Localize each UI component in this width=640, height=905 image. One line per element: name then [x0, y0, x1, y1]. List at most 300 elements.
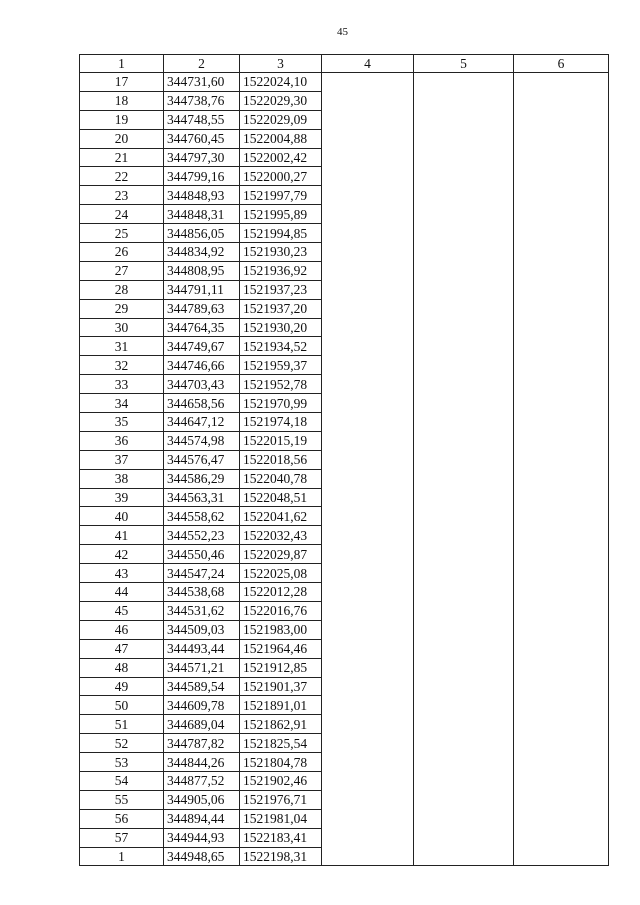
x-coordinate-cell: 344647,12: [164, 413, 240, 432]
table-row: [80, 224, 609, 243]
empty-cell: [514, 73, 609, 92]
point-number-cell: 20: [80, 129, 164, 148]
point-number-cell: 23: [80, 186, 164, 205]
empty-cell: [414, 431, 514, 450]
empty-cell: [322, 753, 414, 772]
table-row: [80, 696, 609, 715]
point-number-cell: 39: [80, 488, 164, 507]
table-row: [80, 186, 609, 205]
table-row: [80, 639, 609, 658]
point-number-cell: 40: [80, 507, 164, 526]
x-coordinate-cell: 344558,62: [164, 507, 240, 526]
point-number-cell: 28: [80, 280, 164, 299]
empty-cell: [322, 526, 414, 545]
empty-cell: [322, 564, 414, 583]
empty-cell: [414, 148, 514, 167]
y-coordinate-cell: 1521997,79: [240, 186, 322, 205]
empty-cell: [514, 583, 609, 602]
y-coordinate-cell: 1522018,56: [240, 450, 322, 469]
point-number-cell: 25: [80, 224, 164, 243]
empty-cell: [414, 394, 514, 413]
point-number-cell: 53: [80, 753, 164, 772]
empty-cell: [322, 148, 414, 167]
table-row: [80, 148, 609, 167]
point-number-cell: 32: [80, 356, 164, 375]
empty-cell: [414, 696, 514, 715]
table-row: [80, 431, 609, 450]
empty-cell: [322, 469, 414, 488]
table-row: [80, 734, 609, 753]
table-row: [80, 658, 609, 677]
empty-cell: [414, 243, 514, 262]
empty-cell: [322, 243, 414, 262]
y-coordinate-cell: 1521936,92: [240, 261, 322, 280]
x-coordinate-cell: 344574,98: [164, 431, 240, 450]
empty-cell: [322, 375, 414, 394]
x-coordinate-cell: 344844,26: [164, 753, 240, 772]
empty-cell: [514, 601, 609, 620]
y-coordinate-cell: 1521959,37: [240, 356, 322, 375]
empty-cell: [322, 129, 414, 148]
empty-cell: [414, 545, 514, 564]
table-row: [80, 280, 609, 299]
table-row: [80, 243, 609, 262]
table-row: [80, 469, 609, 488]
x-coordinate-cell: 344760,45: [164, 129, 240, 148]
table-row: [80, 488, 609, 507]
x-coordinate-cell: 344731,60: [164, 73, 240, 92]
empty-cell: [514, 356, 609, 375]
x-coordinate-cell: 344547,24: [164, 564, 240, 583]
y-coordinate-cell: 1522048,51: [240, 488, 322, 507]
empty-cell: [322, 847, 414, 866]
empty-cell: [414, 224, 514, 243]
y-coordinate-cell: 1521930,23: [240, 243, 322, 262]
empty-cell: [514, 469, 609, 488]
table-row: [80, 450, 609, 469]
y-coordinate-cell: 1521970,99: [240, 394, 322, 413]
table-row: [80, 73, 609, 92]
point-number-cell: 22: [80, 167, 164, 186]
y-coordinate-cell: 1521995,89: [240, 205, 322, 224]
empty-cell: [322, 583, 414, 602]
point-number-cell: 38: [80, 469, 164, 488]
x-coordinate-cell: 344703,43: [164, 375, 240, 394]
empty-cell: [414, 809, 514, 828]
empty-cell: [514, 413, 609, 432]
y-coordinate-cell: 1521891,01: [240, 696, 322, 715]
empty-cell: [414, 790, 514, 809]
table-row: [80, 526, 609, 545]
point-number-cell: 18: [80, 91, 164, 110]
y-coordinate-cell: 1521994,85: [240, 224, 322, 243]
column-header: 5: [414, 55, 514, 73]
column-header: 2: [164, 55, 240, 73]
y-coordinate-cell: 1522002,42: [240, 148, 322, 167]
point-number-cell: 45: [80, 601, 164, 620]
empty-cell: [322, 715, 414, 734]
table-row: [80, 677, 609, 696]
x-coordinate-cell: 344586,29: [164, 469, 240, 488]
x-coordinate-cell: 344493,44: [164, 639, 240, 658]
x-coordinate-cell: 344764,35: [164, 318, 240, 337]
point-number-cell: 31: [80, 337, 164, 356]
empty-cell: [514, 828, 609, 847]
table-row: [80, 753, 609, 772]
empty-cell: [414, 261, 514, 280]
empty-cell: [322, 224, 414, 243]
empty-cell: [414, 129, 514, 148]
empty-cell: [514, 243, 609, 262]
empty-cell: [322, 337, 414, 356]
y-coordinate-cell: 1521804,78: [240, 753, 322, 772]
x-coordinate-cell: 344877,52: [164, 771, 240, 790]
y-coordinate-cell: 1521934,52: [240, 337, 322, 356]
table-row: [80, 129, 609, 148]
table-row: [80, 828, 609, 847]
point-number-cell: 29: [80, 299, 164, 318]
empty-cell: [414, 753, 514, 772]
point-number-cell: 35: [80, 413, 164, 432]
empty-cell: [414, 73, 514, 92]
empty-cell: [514, 299, 609, 318]
empty-cell: [322, 677, 414, 696]
y-coordinate-cell: 1522032,43: [240, 526, 322, 545]
point-number-cell: 41: [80, 526, 164, 545]
empty-cell: [322, 696, 414, 715]
empty-cell: [514, 186, 609, 205]
empty-cell: [322, 431, 414, 450]
x-coordinate-cell: 344746,66: [164, 356, 240, 375]
empty-cell: [414, 639, 514, 658]
x-coordinate-cell: 344658,56: [164, 394, 240, 413]
empty-cell: [514, 148, 609, 167]
point-number-cell: 43: [80, 564, 164, 583]
y-coordinate-cell: 1522029,30: [240, 91, 322, 110]
x-coordinate-cell: 344808,95: [164, 261, 240, 280]
y-coordinate-cell: 1522015,19: [240, 431, 322, 450]
y-coordinate-cell: 1521983,00: [240, 620, 322, 639]
x-coordinate-cell: 344834,92: [164, 243, 240, 262]
point-number-cell: 49: [80, 677, 164, 696]
empty-cell: [414, 677, 514, 696]
point-number-cell: 27: [80, 261, 164, 280]
table-row: [80, 809, 609, 828]
table-row: [80, 110, 609, 129]
empty-cell: [414, 620, 514, 639]
x-coordinate-cell: 344848,31: [164, 205, 240, 224]
point-number-cell: 51: [80, 715, 164, 734]
empty-cell: [322, 394, 414, 413]
table-row: [80, 337, 609, 356]
column-header: 6: [514, 55, 609, 73]
table-row: [80, 847, 609, 866]
empty-cell: [322, 110, 414, 129]
empty-cell: [414, 847, 514, 866]
empty-cell: [414, 205, 514, 224]
empty-cell: [414, 337, 514, 356]
header-row: [80, 55, 609, 73]
empty-cell: [322, 299, 414, 318]
table-row: [80, 790, 609, 809]
empty-cell: [322, 450, 414, 469]
empty-cell: [514, 129, 609, 148]
table-row: [80, 507, 609, 526]
point-number-cell: 52: [80, 734, 164, 753]
table-row: [80, 261, 609, 280]
empty-cell: [322, 620, 414, 639]
empty-cell: [414, 167, 514, 186]
empty-cell: [514, 394, 609, 413]
table-row: [80, 394, 609, 413]
table-row: [80, 299, 609, 318]
empty-cell: [414, 318, 514, 337]
empty-cell: [322, 639, 414, 658]
empty-cell: [414, 658, 514, 677]
empty-cell: [414, 564, 514, 583]
table-row: [80, 620, 609, 639]
column-header: 3: [240, 55, 322, 73]
empty-cell: [514, 715, 609, 734]
empty-cell: [514, 224, 609, 243]
y-coordinate-cell: 1521964,46: [240, 639, 322, 658]
x-coordinate-cell: 344789,63: [164, 299, 240, 318]
empty-cell: [414, 280, 514, 299]
point-number-cell: 47: [80, 639, 164, 658]
x-coordinate-cell: 344948,65: [164, 847, 240, 866]
empty-cell: [414, 583, 514, 602]
point-number-cell: 42: [80, 545, 164, 564]
empty-cell: [414, 110, 514, 129]
y-coordinate-cell: 1521937,20: [240, 299, 322, 318]
empty-cell: [514, 545, 609, 564]
empty-cell: [414, 186, 514, 205]
empty-cell: [414, 469, 514, 488]
y-coordinate-cell: 1522040,78: [240, 469, 322, 488]
empty-cell: [414, 91, 514, 110]
empty-cell: [514, 753, 609, 772]
empty-cell: [322, 828, 414, 847]
table-row: [80, 167, 609, 186]
x-coordinate-cell: 344552,23: [164, 526, 240, 545]
point-number-cell: 55: [80, 790, 164, 809]
empty-cell: [514, 110, 609, 129]
table-row: [80, 771, 609, 790]
column-header: 1: [80, 55, 164, 73]
empty-cell: [414, 299, 514, 318]
x-coordinate-cell: 344550,46: [164, 545, 240, 564]
empty-cell: [414, 828, 514, 847]
y-coordinate-cell: 1522012,28: [240, 583, 322, 602]
empty-cell: [514, 620, 609, 639]
table-row: [80, 601, 609, 620]
empty-cell: [414, 715, 514, 734]
y-coordinate-cell: 1521902,46: [240, 771, 322, 790]
empty-cell: [322, 809, 414, 828]
y-coordinate-cell: 1521976,71: [240, 790, 322, 809]
x-coordinate-cell: 344791,11: [164, 280, 240, 299]
empty-cell: [322, 488, 414, 507]
point-number-cell: 56: [80, 809, 164, 828]
y-coordinate-cell: 1522004,88: [240, 129, 322, 148]
table-row: [80, 413, 609, 432]
empty-cell: [414, 356, 514, 375]
empty-cell: [514, 167, 609, 186]
empty-cell: [514, 450, 609, 469]
table-row: [80, 318, 609, 337]
empty-cell: [414, 413, 514, 432]
x-coordinate-cell: 344748,55: [164, 110, 240, 129]
empty-cell: [514, 431, 609, 450]
x-coordinate-cell: 344944,93: [164, 828, 240, 847]
coordinates-table: [79, 54, 609, 866]
empty-cell: [514, 526, 609, 545]
x-coordinate-cell: 344856,05: [164, 224, 240, 243]
y-coordinate-cell: 1521912,85: [240, 658, 322, 677]
x-coordinate-cell: 344689,04: [164, 715, 240, 734]
empty-cell: [322, 601, 414, 620]
x-coordinate-cell: 344749,67: [164, 337, 240, 356]
point-number-cell: 26: [80, 243, 164, 262]
empty-cell: [322, 413, 414, 432]
page-number: 45: [337, 26, 348, 38]
x-coordinate-cell: 344531,62: [164, 601, 240, 620]
x-coordinate-cell: 344848,93: [164, 186, 240, 205]
point-number-cell: 24: [80, 205, 164, 224]
x-coordinate-cell: 344787,82: [164, 734, 240, 753]
table-row: [80, 91, 609, 110]
empty-cell: [414, 488, 514, 507]
x-coordinate-cell: 344589,54: [164, 677, 240, 696]
empty-cell: [322, 658, 414, 677]
table-row: [80, 564, 609, 583]
empty-cell: [322, 280, 414, 299]
table-row: [80, 715, 609, 734]
point-number-cell: 48: [80, 658, 164, 677]
y-coordinate-cell: 1522024,10: [240, 73, 322, 92]
empty-cell: [322, 790, 414, 809]
y-coordinate-cell: 1521937,23: [240, 280, 322, 299]
point-number-cell: 46: [80, 620, 164, 639]
empty-cell: [414, 734, 514, 753]
empty-cell: [514, 318, 609, 337]
y-coordinate-cell: 1521974,18: [240, 413, 322, 432]
empty-cell: [322, 261, 414, 280]
empty-cell: [414, 375, 514, 394]
empty-cell: [514, 507, 609, 526]
x-coordinate-cell: 344797,30: [164, 148, 240, 167]
y-coordinate-cell: 1521952,78: [240, 375, 322, 394]
empty-cell: [514, 790, 609, 809]
x-coordinate-cell: 344571,21: [164, 658, 240, 677]
point-number-cell: 54: [80, 771, 164, 790]
y-coordinate-cell: 1522029,87: [240, 545, 322, 564]
x-coordinate-cell: 344576,47: [164, 450, 240, 469]
y-coordinate-cell: 1522025,08: [240, 564, 322, 583]
empty-cell: [514, 639, 609, 658]
table-row: [80, 205, 609, 224]
x-coordinate-cell: 344905,06: [164, 790, 240, 809]
point-number-cell: 21: [80, 148, 164, 167]
y-coordinate-cell: 1521862,91: [240, 715, 322, 734]
empty-cell: [514, 280, 609, 299]
empty-cell: [414, 771, 514, 790]
empty-cell: [514, 734, 609, 753]
x-coordinate-cell: 344609,78: [164, 696, 240, 715]
table-row: [80, 375, 609, 394]
point-number-cell: 19: [80, 110, 164, 129]
table-row: [80, 356, 609, 375]
point-number-cell: 50: [80, 696, 164, 715]
y-coordinate-cell: 1522041,62: [240, 507, 322, 526]
x-coordinate-cell: 344538,68: [164, 583, 240, 602]
empty-cell: [514, 337, 609, 356]
empty-cell: [514, 677, 609, 696]
point-number-cell: 17: [80, 73, 164, 92]
empty-cell: [514, 771, 609, 790]
empty-cell: [322, 73, 414, 92]
y-coordinate-cell: 1521901,37: [240, 677, 322, 696]
y-coordinate-cell: 1522029,09: [240, 110, 322, 129]
empty-cell: [322, 507, 414, 526]
empty-cell: [514, 847, 609, 866]
table-row: [80, 545, 609, 564]
empty-cell: [322, 205, 414, 224]
empty-cell: [414, 526, 514, 545]
y-coordinate-cell: 1522183,41: [240, 828, 322, 847]
point-number-cell: 33: [80, 375, 164, 394]
empty-cell: [514, 809, 609, 828]
point-number-cell: 36: [80, 431, 164, 450]
y-coordinate-cell: 1522198,31: [240, 847, 322, 866]
empty-cell: [414, 507, 514, 526]
empty-cell: [514, 488, 609, 507]
x-coordinate-cell: 344509,03: [164, 620, 240, 639]
y-coordinate-cell: 1521825,54: [240, 734, 322, 753]
point-number-cell: 30: [80, 318, 164, 337]
empty-cell: [322, 356, 414, 375]
point-number-cell: 37: [80, 450, 164, 469]
y-coordinate-cell: 1522016,76: [240, 601, 322, 620]
empty-cell: [322, 734, 414, 753]
empty-cell: [514, 375, 609, 394]
empty-cell: [514, 205, 609, 224]
empty-cell: [322, 91, 414, 110]
column-header: 4: [322, 55, 414, 73]
empty-cell: [514, 564, 609, 583]
empty-cell: [322, 771, 414, 790]
empty-cell: [514, 91, 609, 110]
empty-cell: [322, 318, 414, 337]
y-coordinate-cell: 1521981,04: [240, 809, 322, 828]
empty-cell: [414, 601, 514, 620]
point-number-cell: 57: [80, 828, 164, 847]
x-coordinate-cell: 344799,16: [164, 167, 240, 186]
y-coordinate-cell: 1522000,27: [240, 167, 322, 186]
empty-cell: [514, 658, 609, 677]
y-coordinate-cell: 1521930,20: [240, 318, 322, 337]
point-number-cell: 44: [80, 583, 164, 602]
x-coordinate-cell: 344563,31: [164, 488, 240, 507]
x-coordinate-cell: 344894,44: [164, 809, 240, 828]
empty-cell: [414, 450, 514, 469]
empty-cell: [322, 186, 414, 205]
empty-cell: [514, 261, 609, 280]
empty-cell: [514, 696, 609, 715]
x-coordinate-cell: 344738,76: [164, 91, 240, 110]
empty-cell: [322, 167, 414, 186]
point-number-cell: 34: [80, 394, 164, 413]
